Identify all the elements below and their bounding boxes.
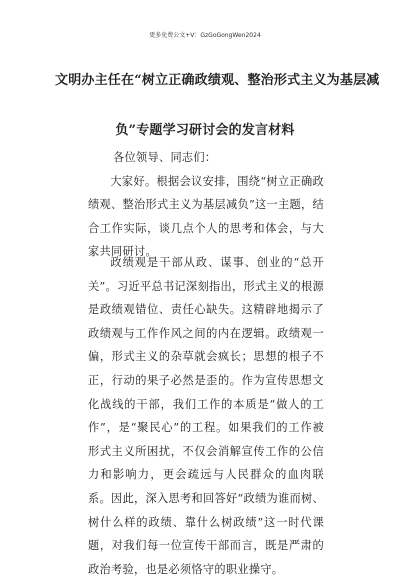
header-note: 更多免费公文+V：GzGoGongWen2024 [149, 32, 261, 39]
paragraph: 政绩观是干部从政、谋事、创业的“总开关”。习近平总书记深刻指出，形式主义的根源是政绩观错位、责任心缺失。这精辟地揭示了政绩观与工作作风之间的内在逻辑。政绩观一偏，形式主义的杂草就会疯长；思想的根子不正，行动的果子必然是歪的。作为宣传思想文化战线的干部，我们工作的本质是“做人的工作”，是“聚民心”的工程。如果我们的工作被形式主义所困扰，不仅会消解宣传工作的公信力和影响力，更会疏远与人民群众的血肉联系。因此，深入思考和回答好“政绩为谁而树、树什么样的政绩、靠什么树政绩”这一时代课题，对我们每一位宣传干部而言，既是严肃的政治考验，也是必须恪守的职业操守。 [88, 256, 324, 576]
paragraph-2-block [88, 251, 324, 581]
document-title-line-2: 负”专题学习研讨会的发言材料 [115, 123, 295, 138]
paragraph: 大家好。根据会议安排，围绕“树立正确政绩观、整治形式主义为基层减负”这一主题，结合工作实际，谈几点个人的思考和体会，与大家共同研讨。 [88, 175, 324, 259]
greeting: 各位领导、同志们： [113, 151, 217, 164]
document-title-line-1: 文明办主任在“树立正确政绩观、整治形式主义为基层减 [55, 73, 380, 88]
paragraph-1-block [88, 170, 324, 264]
